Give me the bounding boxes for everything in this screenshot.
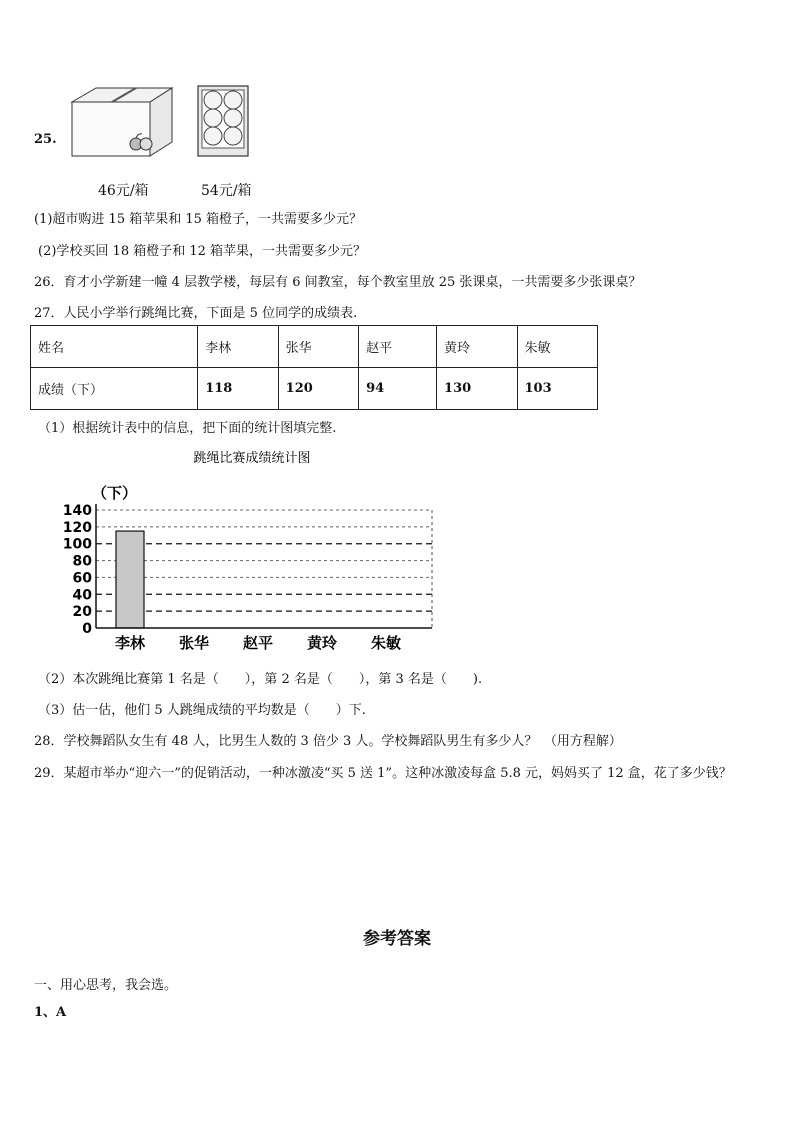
score-table — [30, 325, 598, 410]
table-cell: 朱敏 — [517, 326, 598, 368]
chart-x-ticks — [115, 634, 401, 652]
q25-part1: (1)超市购进 15 箱苹果和 15 箱橙子，一共需要多少元？ — [34, 212, 363, 227]
chart-y-axis-label: （下） — [92, 484, 138, 502]
chart-y-tick-label: 20 — [72, 604, 92, 621]
table-cell: 张华 — [278, 326, 358, 368]
table-cell: 130 — [437, 368, 517, 410]
chart-x-tick-label: 朱敏 — [370, 634, 402, 652]
chart-x-tick-label: 张华 — [178, 634, 210, 652]
table-cell: 黄玲 — [437, 326, 517, 368]
score-table-value-row — [31, 368, 598, 410]
jump-rope-bar-chart — [60, 442, 450, 657]
q27-part2: （2）本次跳绳比赛第 1 名是（ ），第 2 名是（ ），第 3 名是（ ). — [38, 672, 483, 687]
table-cell: 姓名 — [31, 326, 198, 368]
answer-item-1: 1、A — [34, 1005, 67, 1020]
table-cell: 94 — [359, 368, 437, 410]
q27-part1: （1）根据统计表中的信息，把下面的统计图填完整. — [38, 421, 337, 436]
orange-box-illustration — [196, 84, 250, 158]
chart-y-tick-label: 140 — [62, 503, 92, 519]
chart-y-tick-label: 100 — [62, 536, 92, 553]
q27-part3: （3）估一估，他们 5 人跳绳成绩的平均数是（ ）下. — [38, 703, 366, 718]
chart-y-ticks — [63, 503, 92, 637]
table-cell: 成绩（下） — [31, 368, 198, 410]
table-cell: 120 — [278, 368, 358, 410]
chart-bars — [116, 531, 144, 628]
apple-price-label: 46元/箱 — [98, 183, 149, 199]
chart-x-tick-label: 黄玲 — [306, 634, 338, 652]
table-cell: 赵平 — [359, 326, 437, 368]
apple-box-illustration — [70, 86, 174, 158]
chart-gridlines — [96, 510, 432, 611]
q27-text: 27．人民小学举行跳绳比赛，下面是 5 位同学的成绩表. — [34, 306, 358, 321]
chart-y-tick-label: 60 — [72, 570, 92, 587]
chart-bar — [116, 531, 144, 628]
answers-section-heading: 一、用心思考，我会选。 — [34, 978, 178, 993]
table-cell: 李林 — [198, 326, 278, 368]
chart-y-tick-label: 0 — [82, 621, 92, 637]
answers-title: 参考答案 — [363, 929, 431, 949]
chart-y-tick-label: 120 — [62, 519, 92, 536]
table-cell: 103 — [517, 368, 598, 410]
q29-text: 29．某超市举办“迎六一”的促销活动，一种冰激凌“买 5 送 1”。这种冰激凌每盒 5.8 元，妈妈买了 12 盒，花了多少钱？ — [34, 766, 732, 781]
q25-part2: (2)学校买回 18 箱橙子和 12 箱苹果，一共需要多少元？ — [38, 244, 367, 259]
q25-number: 25. — [34, 132, 57, 147]
chart-y-tick-label: 40 — [72, 587, 92, 604]
chart-x-tick-label: 赵平 — [242, 634, 274, 652]
chart-x-tick-label: 李林 — [114, 634, 146, 652]
q28-text: 28．学校舞蹈队女生有 48 人，比男生人数的 3 倍少 3 人。学校舞蹈队男生有多少人？ （用方程解） — [34, 734, 622, 749]
score-table-header-row — [31, 326, 598, 368]
chart-title: 跳绳比赛成绩统计图 — [193, 451, 311, 466]
table-cell: 118 — [198, 368, 278, 410]
q26-text: 26．育才小学新建一幢 4 层教学楼，每层有 6 间教室，每个教室里放 25 张课桌，一共需要多少张课桌？ — [34, 275, 642, 290]
chart-y-tick-label: 80 — [72, 553, 92, 570]
orange-price-label: 54元/箱 — [201, 183, 252, 199]
